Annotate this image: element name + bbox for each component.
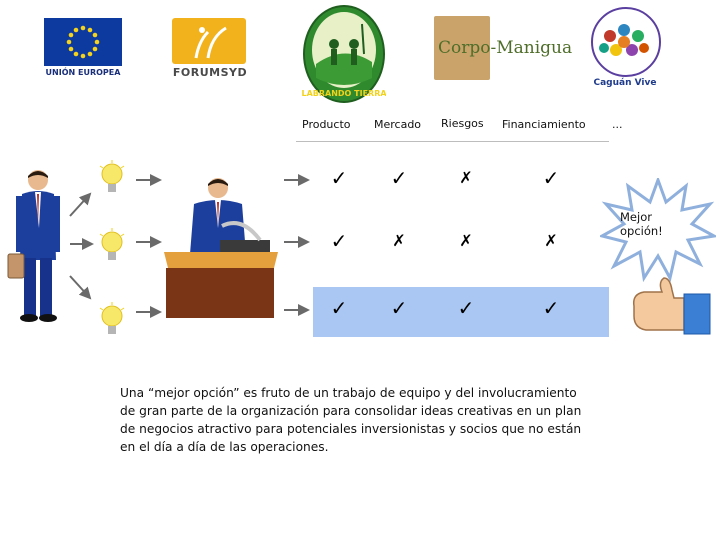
presenter-at-desk-icon	[162, 176, 280, 320]
header-riesgos: Riesgos	[441, 117, 484, 130]
header-divider	[296, 141, 609, 142]
mark-row3-riesgos: ✓	[457, 296, 475, 320]
mark-row3-financiamiento: ✓	[542, 296, 560, 320]
caption-paragraph: Una “mejor opción” es fruto de un trabajo de equipo y del involucramiento de gran parte de la organización para consolidar ideas creativas en un plan de negocios atractivo para potenciales inversionistas y socios que no están en el día a día de las operaciones.	[120, 386, 582, 454]
logo-forumsyd	[156, 18, 264, 80]
eu-label: UNIÓN EUROPEA	[45, 68, 121, 77]
mark-row2-producto: ✓	[330, 229, 348, 253]
callout-text: Mejor opción!	[620, 210, 663, 238]
header-mercado: Mercado	[374, 118, 422, 131]
corpomanigua-label: Corpo-Manigua	[438, 38, 573, 58]
idea-arrows-right	[282, 172, 312, 322]
thumbs-up-hand-icon	[628, 276, 712, 338]
header-producto: Producto	[302, 118, 351, 131]
mark-row1-producto: ✓	[330, 166, 348, 190]
mark-row2-financiamiento: ✗	[544, 231, 558, 250]
forumsyd-label: FORUMSYD	[172, 66, 248, 79]
header-financiamiento: Financiamiento	[502, 118, 586, 131]
idea-arrows-middle	[134, 172, 164, 322]
businessman-icon	[6, 168, 66, 326]
forumsyd-emblem-icon	[172, 18, 246, 64]
caguan-vive-emblem-icon	[580, 6, 672, 88]
mark-row2-riesgos: ✗	[459, 231, 473, 250]
mark-row2-mercado: ✗	[392, 231, 406, 250]
idea-arrows-left	[66, 186, 96, 306]
header-ellipsis: ...	[612, 118, 623, 131]
logo-corpomanigua	[434, 16, 580, 80]
mark-row3-producto: ✓	[330, 296, 348, 320]
mark-row1-riesgos: ✗	[459, 168, 473, 187]
logo-union-europea	[44, 18, 122, 80]
lightbulb-icon	[98, 228, 126, 268]
mark-row1-financiamiento: ✓	[542, 166, 560, 190]
mark-row3-mercado: ✓	[390, 296, 408, 320]
lightbulb-icon	[98, 302, 126, 342]
logo-labrando-tierra	[302, 4, 386, 104]
eu-flag-icon	[44, 18, 122, 66]
svg-text:LABRANDO TIERRA: LABRANDO TIERRA	[302, 89, 386, 98]
caguan-vive-label: Caguán Vive	[593, 78, 657, 88]
lightbulb-icon	[98, 160, 126, 200]
mark-row1-mercado: ✓	[390, 166, 408, 190]
